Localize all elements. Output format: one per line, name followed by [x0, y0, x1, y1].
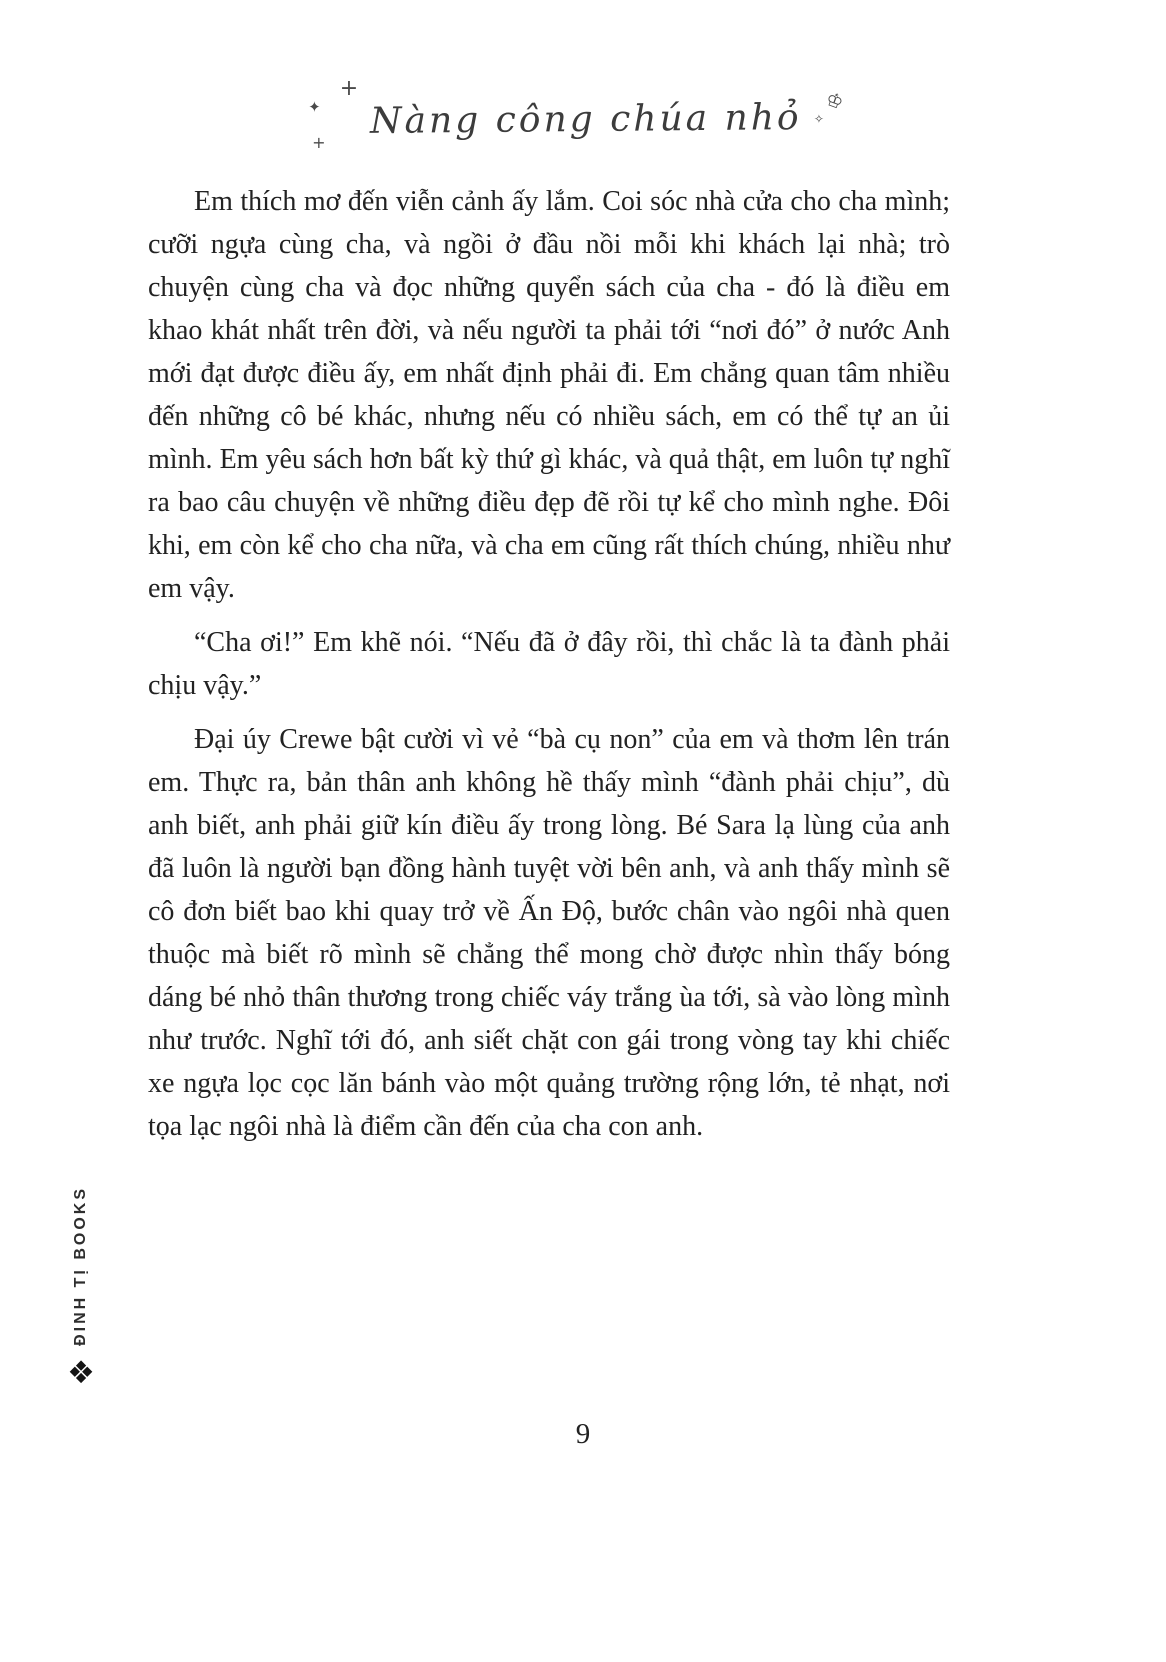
page-number: 9 — [575, 1418, 591, 1450]
publisher-logo-icon: ❖ — [67, 1354, 95, 1391]
star-sparkle-icon: ✦ — [308, 98, 321, 116]
star-sparkle-icon: ✧ — [813, 112, 824, 126]
paragraph-1: Em thích mơ đến viễn cảnh ấy lắm. Coi sóc nhà cửa cho cha mình; cưỡi ngựa cùng cha, và ngồi ở đầu nồi mỗi khi khách lại nhà; trò chuyện cùng cha và đọc những quyển sách của cha - đó là điều em khao khát nhất trên đời, và nếu người ta phải tới “nơi đó” ở nước Anh mới đạt được điều ấy, em nhất định phải đi. Em chẳng quan tâm nhiều đến những cô bé khác, nhưng nếu có nhiều sách, em có thể tự an ủi mình. Em yêu sách hơn bất kỳ thứ gì khác, và quả thật, em luôn tự nghĩ ra bao câu chuyện về những điều đẹp đẽ rồi tự kể cho mình nghe. Đôi khi, em còn kể cho cha nữa, và cha em cũng rất thích chúng, nhiều như em vậy. — [148, 186, 950, 604]
plus-sparkle-icon: + — [312, 133, 326, 152]
crown-icon: ♔ — [822, 87, 847, 115]
book-title-script: Nàng công chúa nhỏ — [370, 96, 802, 142]
publisher-name: ĐINH TỊ BOOKS — [72, 1186, 89, 1346]
sparkle-decoration-right — [814, 86, 858, 152]
paragraph-2: “Cha ơi!” Em khẽ nói. “Nếu đã ở đây rồi, thì chắc là ta đành phải chịu vậy.” — [148, 627, 950, 701]
page-header — [0, 76, 1166, 152]
sparkle-decoration-left — [308, 76, 359, 152]
page-body — [148, 180, 950, 1159]
plus-sparkle-icon: + — [339, 76, 359, 101]
paragraph-3: Đại úy Crewe bật cười vì vẻ “bà cụ non” của em và thơm lên trán em. Thực ra, bản thân anh không hề thấy mình “đành phải chịu”, dù anh biết, anh phải giữ kín điều ấy trong lòng. Bé Sara lạ lùng của anh đã luôn là người bạn đồng hành tuyệt vời bên anh, và anh thấy mình sẽ cô đơn biết bao khi quay trở về Ấn Độ, bước chân vào ngôi nhà quen thuộc mà biết rõ mình sẽ chẳng thể mong chờ được nhìn thấy bóng dáng bé nhỏ thân thương trong chiếc váy trắng ùa tới, sà vào lòng mình như trước. Nghĩ tới đó, anh siết chặt con gái trong vòng tay khi chiếc xe ngựa lọc cọc lăn bánh vào một quảng trường rộng lớn, tẻ nhạt, nơi tọa lạc ngôi nhà là điểm cần đến của cha con anh. — [148, 724, 950, 1142]
publisher-spine — [56, 1186, 106, 1389]
